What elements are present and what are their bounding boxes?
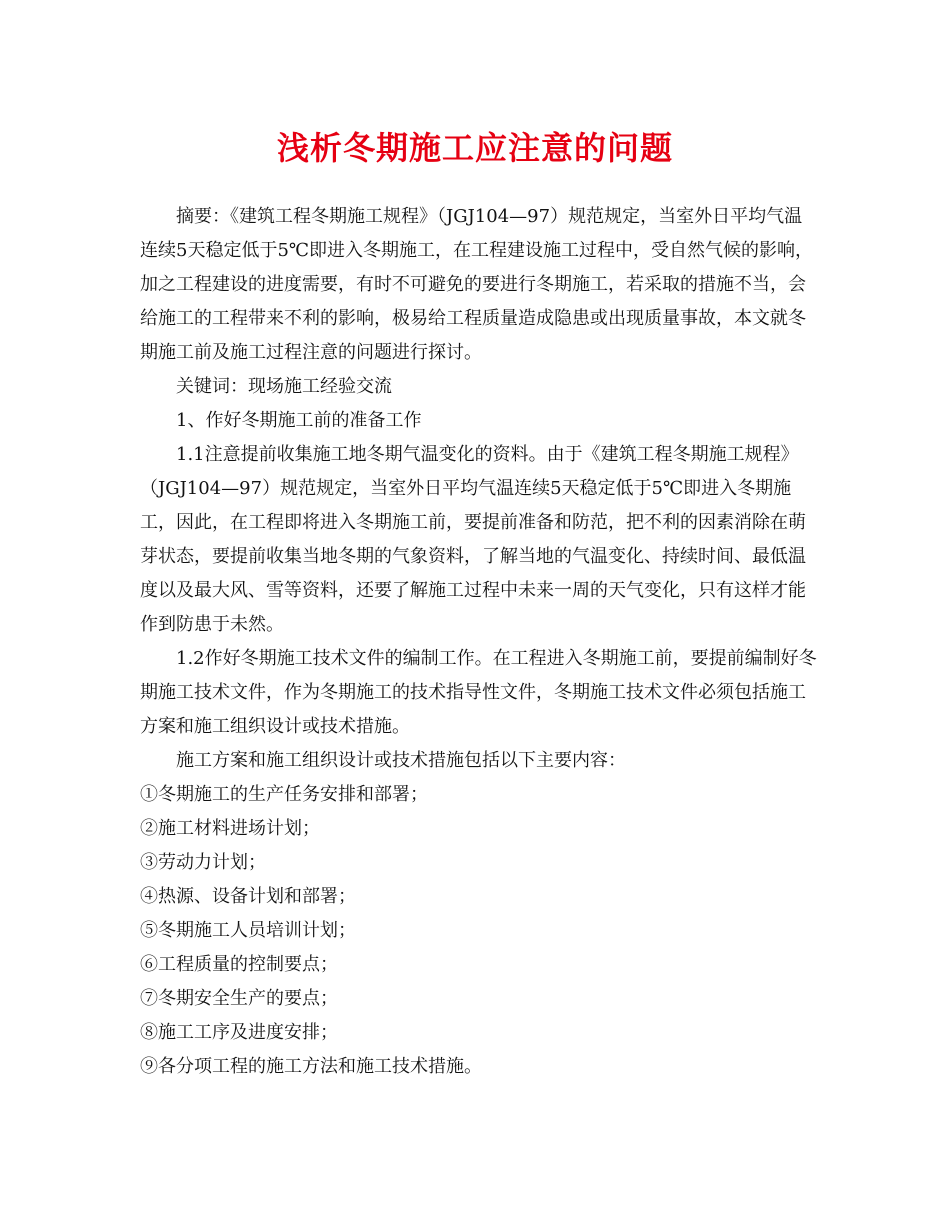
list-item: ⑧施工工序及进度安排； [140,1022,338,1043]
abstract-paragraph: 摘要：《建筑工程冬期施工规程》（JGJ104—97）规范规定，当室外日平均气温连续5天稳定低于5℃即进入冬期施工，在工程建设施工过程中，受自然气候的影响，加之工程建设的进度需要，有时不可避免的要进行冬期施工，若采取的措施不当，会给施工的工程带来不利的影响，极易给工程质量造成隐患或出现质量事故，本文就冬期施工前及施工过程注意的问题进行探讨。 [140,206,814,363]
list-item: ④热源、设备计划和部署； [140,886,356,907]
list-item: ②施工材料进场计划； [140,818,320,839]
section-heading-1: 1、作好冬期施工前的准备工作 [176,410,422,431]
paragraph-1-2: 1.2作好冬期施工技术文件的编制工作。在工程进入冬期施工前，要提前编制好冬期施工技术文件，作为冬期施工的技术指导性文件，冬期施工技术文件必须包括施工方案和施工组织设计或技术措施。 [140,648,817,737]
document-title: 浅析冬期施工应注意的问题 [276,129,673,167]
list-intro: 施工方案和施工组织设计或技术措施包括以下主要内容： [176,750,626,771]
paragraph-1-1: 1.1注意提前收集施工地冬期气温变化的资料。由于《建筑工程冬期施工规程》（JGJ104—97）规范规定，当室外日平均气温连续5天稳定低于5℃即进入冬期施工，因此，在工程即将进入冬期施工前，要提前准备和防范，把不利的因素消除在萌芽状态，要提前收集当地冬期的气象资料，了解当地的气温变化、持续时间、最低温度以及最大风、雪等资料，还要了解施工过程中未来一周的天气变化，只有这样才能作到防患于未然。 [140,444,806,635]
keywords-line: 关键词：现场施工经验交流 [176,376,392,397]
list-item: ⑥工程质量的控制要点； [140,954,338,975]
list-item: ⑤冬期施工人员培训计划； [140,920,356,941]
list-item: ⑨各分项工程的施工方法和施工技术措施。 [140,1056,482,1077]
list-item: ③劳动力计划； [140,852,266,873]
list-item: ⑦冬期安全生产的要点； [140,988,338,1009]
document-body [140,200,820,1084]
list-item: ①冬期施工的生产任务安排和部署； [140,784,428,805]
